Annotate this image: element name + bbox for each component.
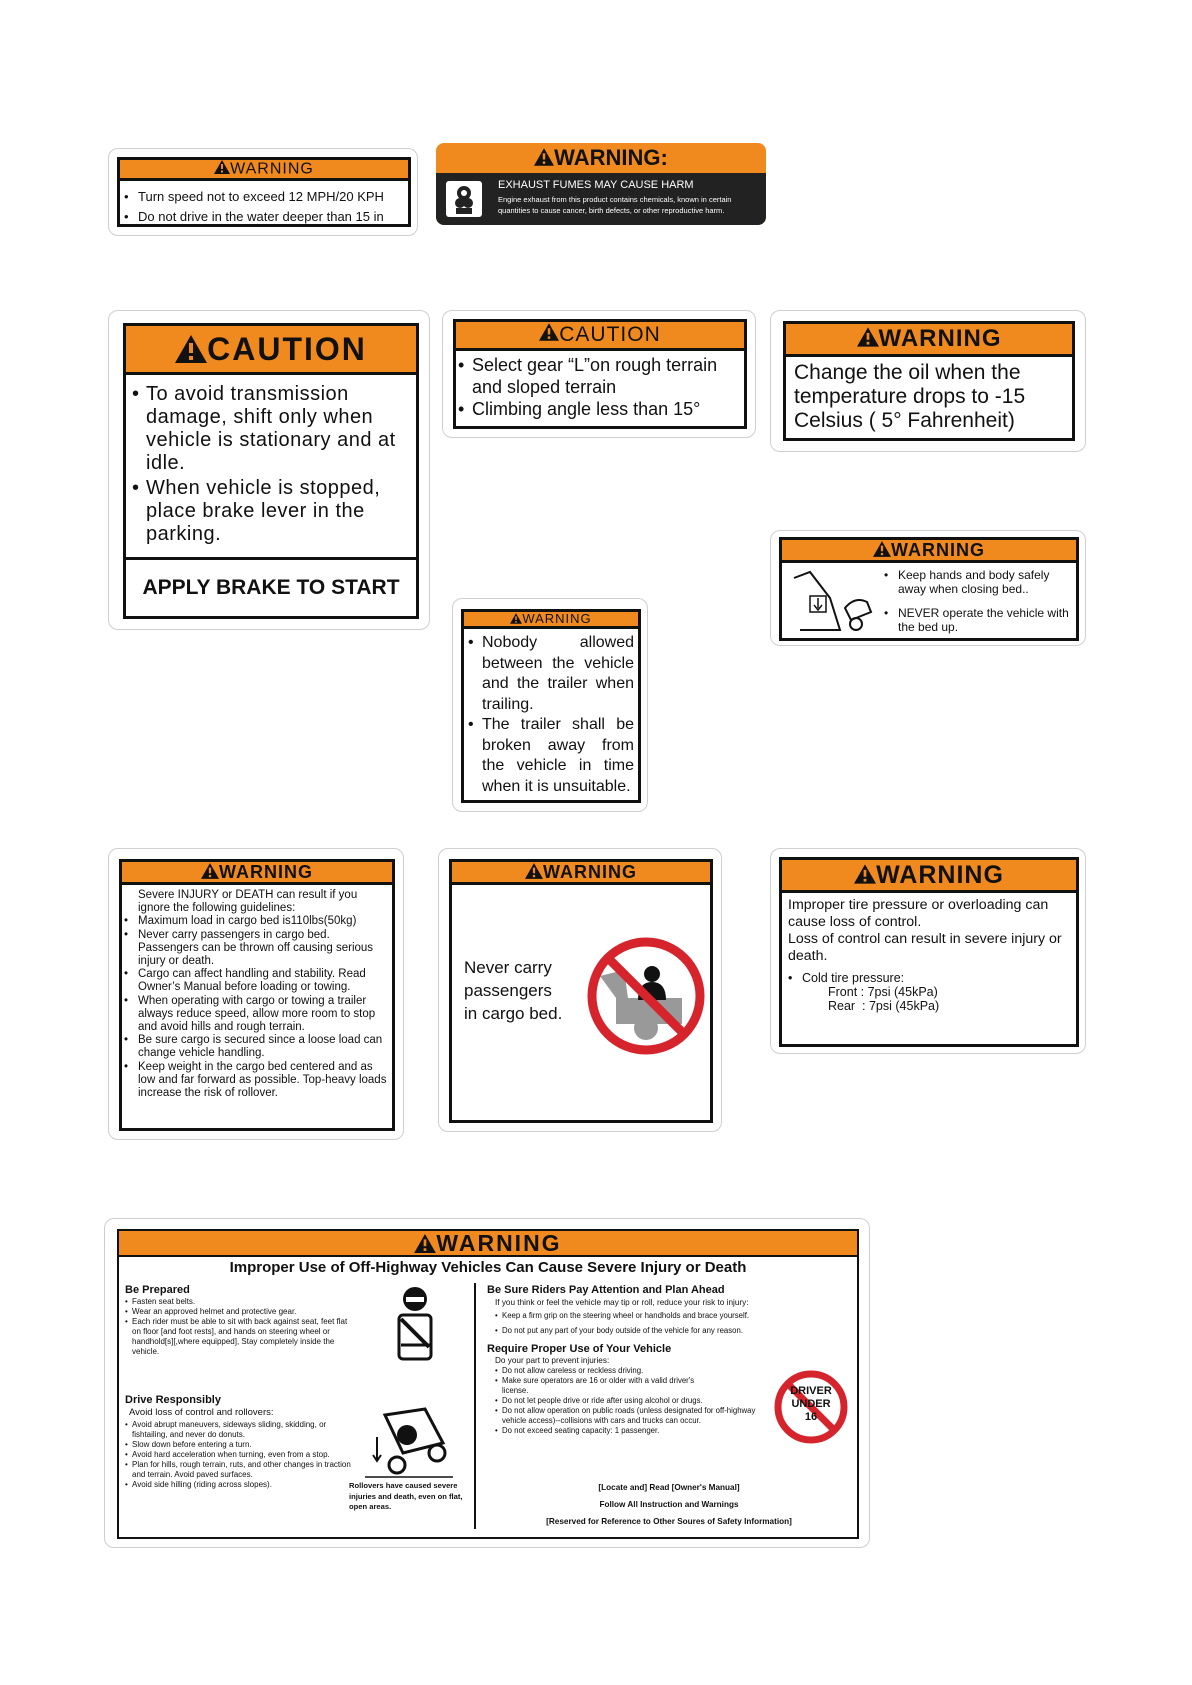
warning-list <box>464 629 638 797</box>
rollover-caption: Rollovers have caused severe injuries and death, even on flat, open areas. <box>349 1481 463 1511</box>
warning-label-no-passengers <box>438 848 722 1132</box>
warning-triangle-icon <box>175 329 207 375</box>
warning-label-oil <box>770 310 1086 452</box>
list-item: • Avoid hard acceleration when turning, even from a stop. <box>125 1450 355 1460</box>
warning-label-trailer <box>452 598 648 812</box>
exhaust-title: EXHAUST FUMES MAY CAUSE HARM <box>498 179 694 191</box>
list-item: • Do not put any part of your body outside of the vehicle for any reason. <box>495 1323 847 1338</box>
warning-label-turn-speed <box>108 148 418 236</box>
list-item: • Do not drive in the water deeper than 15 in <box>124 207 404 227</box>
list-item: • Do not exceed seating capacity: 1 passenger. <box>495 1426 765 1436</box>
list-item: • Wear an approved helmet and protective gear. <box>125 1307 369 1317</box>
list-item: • Keep weight in the cargo bed centered and as low and far forward as possible. Top-heavy loads increase the risk of rollover. <box>124 1061 390 1101</box>
section-title-be-prepared: Be Prepared <box>125 1284 190 1296</box>
list-item: • Cargo can affect handling and stability. Read Owner’s Manual before loading or towing. <box>124 968 390 994</box>
exhaust-text-1: Engine exhaust from this product contains chemicals, known in certain <box>498 195 732 204</box>
footer-read-manual: [Locate and] Read [Owner's Manual] <box>598 1483 740 1492</box>
no-passenger-text-1: Never carry <box>464 958 552 977</box>
warning-label-exhaust <box>436 143 766 225</box>
warning-header-text: WARNING <box>543 862 637 882</box>
warning-triangle-icon <box>201 863 219 883</box>
list-item: • Nobody allowed between the vehicle and the trailer when trailing. <box>468 633 634 715</box>
warning-header-text: WARNING <box>436 1231 562 1256</box>
list-item: • Avoid side hilling (riding across slopes). <box>125 1480 355 1490</box>
pay-attention-intro: If you think or feel the vehicle may tip or roll, reduce your risk to injury: <box>495 1298 749 1307</box>
proper-use-intro: Do your part to prevent injuries: <box>495 1356 610 1365</box>
warning-header-text: WARNING <box>876 861 1004 889</box>
cargo-bed-pinch-icon <box>790 568 876 636</box>
proper-use-list <box>487 1366 765 1436</box>
list-item: • Fasten seat belts. <box>125 1297 369 1307</box>
no-passenger-text-3: in cargo bed. <box>464 1004 563 1023</box>
list-item: • Make sure operators are 16 or older with a valid driver's license. <box>495 1376 765 1396</box>
warning-header-text: WARNING <box>230 160 314 178</box>
list-item: • When operating with cargo or towing a trailer always reduce speed, allow more room to stop and avoid hills and rough terrain. <box>124 995 390 1035</box>
list-item: • Plan for hills, rough terrain, ruts, and other changes in traction and terrain. Avoid paved surfaces. <box>125 1460 355 1480</box>
caution-list <box>126 375 416 546</box>
no-passenger-in-cargo-icon <box>586 936 706 1056</box>
list-item: • Select gear “L”on rough terrain and sloped terrain <box>458 354 742 398</box>
tire-text-2: Loss of control can result in severe injury or death. <box>788 931 1062 964</box>
warning-triangle-icon <box>873 541 891 561</box>
list-item: • When vehicle is stopped, place brake lever in the parking. <box>132 477 410 546</box>
rollover-vehicle-icon <box>363 1407 455 1479</box>
list-item: • NEVER operate the vehicle with the bed up. <box>884 606 1078 634</box>
warning-label-off-highway <box>104 1218 870 1548</box>
list-item: • To avoid transmission damage, shift only when vehicle is stationary and at idle. <box>132 383 410 475</box>
apply-brake-footer: APPLY BRAKE TO START <box>126 557 416 616</box>
list-item: • The trailer shall be broken away from the vehicle in time when it is unsuitable. <box>468 715 634 797</box>
caution-header-text: CAUTION <box>559 323 661 346</box>
column-divider <box>474 1283 476 1529</box>
warning-triangle-icon <box>510 613 522 627</box>
list-item: • Maximum load in cargo bed is110lbs(50kg) <box>124 915 390 928</box>
list-item: • Cold tire pressure: <box>788 971 1070 985</box>
warning-triangle-icon <box>539 322 559 348</box>
guideline-list <box>124 915 390 1100</box>
tire-text-1: Improper tire pressure or overloading can cause loss of control. <box>788 897 1049 930</box>
warning-triangle-icon <box>525 863 543 883</box>
warning-header-text: WARNING: <box>554 145 668 170</box>
footer-follow-instructions: Follow All Instruction and Warnings <box>599 1500 739 1509</box>
list-item: • Turn speed not to exceed 12 MPH/20 KPH <box>124 187 404 207</box>
tire-pressure-list <box>788 971 1070 985</box>
be-prepared-list <box>125 1297 369 1357</box>
rear-pressure: Rear : 7psi (45kPa) <box>828 999 940 1013</box>
list-item: • Keep a firm grip on the steering wheel or handholds and brace yourself. <box>495 1308 847 1323</box>
warning-triangle-icon <box>534 144 554 174</box>
section-title-drive-responsibly: Drive Responsibly <box>125 1394 221 1406</box>
caution-label-gear <box>442 310 756 438</box>
warning-header-text: WARNING <box>891 540 985 560</box>
warning-header-text: WARNING <box>219 862 313 882</box>
caution-list <box>456 351 744 420</box>
guideline-intro: Severe INJURY or DEATH can result if you ignore the following guidelines: <box>138 889 358 915</box>
warning-triangle-icon <box>414 1233 436 1257</box>
driver-under-text-2: UNDER <box>791 1398 831 1410</box>
seatbelt-rider-icon <box>391 1285 441 1369</box>
list-item: • Each rider must be able to sit with back against seat, feet flat on floor [and foot rests], and hands on steering wheel or handhold[s][,where equipped], Stay completely inside the vehicle. <box>125 1317 369 1357</box>
section-title-proper-use: Require Proper Use of Your Vehicle <box>487 1343 672 1355</box>
footer-reserved: [Reserved for Reference to Other Soures of Safety Information] <box>546 1517 792 1526</box>
pay-attention-list <box>487 1308 847 1338</box>
warning-header-text: WARNING <box>522 612 592 626</box>
warning-label-tire-pressure <box>770 848 1086 1054</box>
drive-responsibly-intro: Avoid loss of control and rollovers: <box>129 1407 274 1418</box>
warning-list <box>120 181 408 227</box>
warning-label-cargo-guidelines <box>108 848 404 1140</box>
list-item: • Avoid abrupt maneuvers, sideways sliding, skidding, or fishtailing, and never do donuts. <box>125 1420 355 1440</box>
list-item: • Do not allow operation on public roads (unless designated for off-highway vehicle access)--collisions with cars and trucks can occur. <box>495 1406 765 1426</box>
front-pressure: Front : 7psi (45kPa) <box>828 985 938 999</box>
list-item: • Climbing angle less than 15° <box>458 398 742 420</box>
warning-list <box>884 568 1078 634</box>
warning-triangle-icon <box>857 325 879 355</box>
list-item: • Never carry passengers in cargo bed. Passengers can be thrown off causing serious injury or death. <box>124 929 390 969</box>
section-title-pay-attention: Be Sure Riders Pay Attention and Plan Ahead <box>487 1284 725 1296</box>
drive-responsibly-list <box>125 1420 355 1490</box>
no-passenger-text-2: passengers <box>464 981 552 1000</box>
caution-header-text: CAUTION <box>207 331 367 367</box>
off-highway-title: Improper Use of Off-Highway Vehicles Can Cause Severe Injury or Death <box>229 1259 747 1276</box>
driver-under-16-icon <box>773 1369 849 1445</box>
respirator-icon <box>446 181 482 217</box>
driver-under-text-1: DRIVER <box>790 1385 832 1397</box>
warning-header-text: WARNING <box>878 325 1002 352</box>
warning-label-cargo-bed <box>770 530 1086 646</box>
list-item: • Slow down before entering a turn. <box>125 1440 355 1450</box>
exhaust-text-2: quantities to cause cancer, birth defects, or other reproductive harm. <box>498 206 725 215</box>
warning-triangle-icon <box>854 861 876 891</box>
list-item: • Keep hands and body safely away when closing bed.. <box>884 568 1078 596</box>
oil-text: Change the oil when the temperature drops to -15 Celsius ( 5° Fahrenheit) <box>794 361 1026 432</box>
list-item: • Be sure cargo is secured since a loose load can change vehicle handling. <box>124 1034 390 1060</box>
caution-label-transmission <box>108 310 430 630</box>
list-item: • Do not allow careless or reckless driving. <box>495 1366 765 1376</box>
warning-triangle-icon <box>214 160 230 179</box>
driver-under-text-3: 16 <box>804 1411 818 1423</box>
list-item: • Do not let people drive or ride after using alcohol or drugs. <box>495 1396 765 1406</box>
